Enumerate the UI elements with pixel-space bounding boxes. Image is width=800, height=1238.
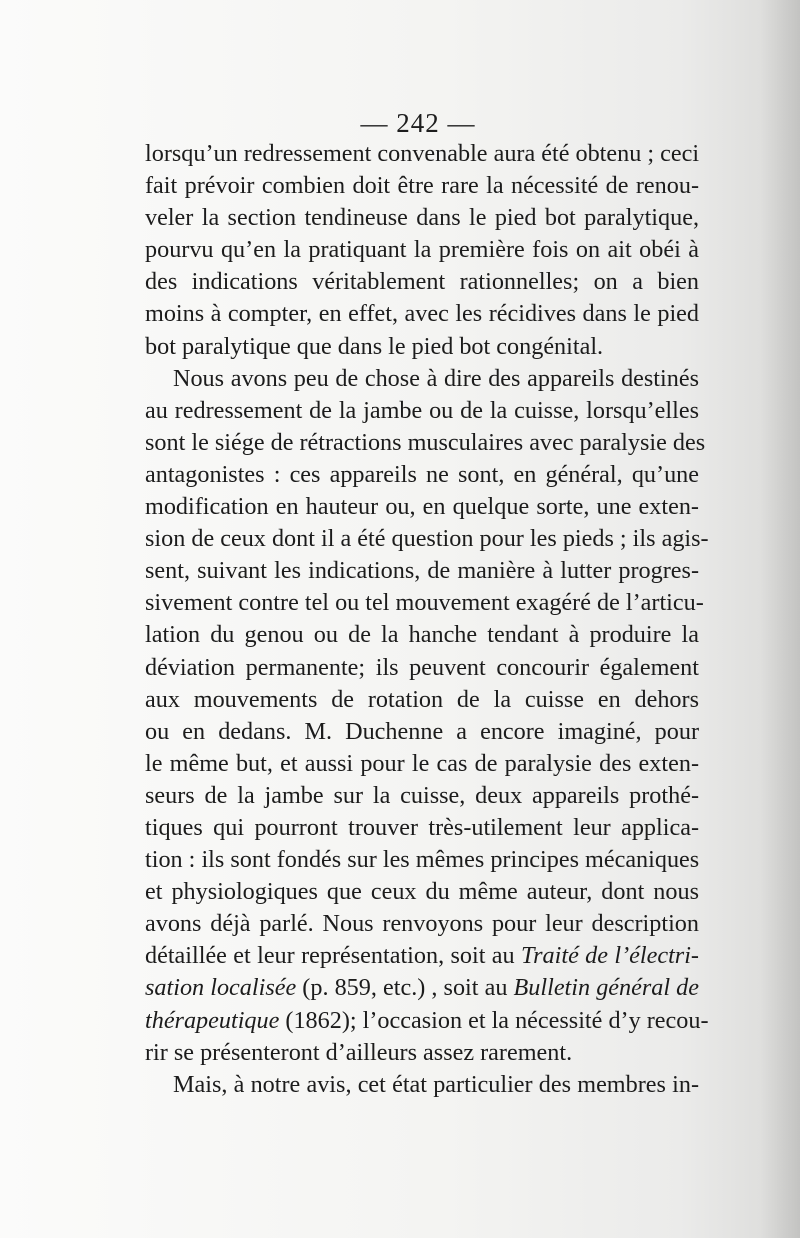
text-line-with-title — [145, 940, 699, 972]
line-text: (1862); l’occasion et la nécessité d’y recou- — [279, 1006, 709, 1034]
italic-book-title: sation localisée — [145, 974, 297, 1002]
text-line: sont le siége de rétractions musculaires avec paralysie des — [145, 428, 706, 456]
text-line: moins à compter, en effet, avec les récidives dans le pied — [145, 300, 699, 328]
paragraph-end-line: bot paralytique que dans le pied bot congénital. — [145, 332, 604, 360]
page-number: — 242 — — [360, 108, 476, 138]
text-line: tion : ils sont fondés sur les mêmes principes mécaniques — [145, 846, 700, 874]
text-line: seurs de la jambe sur la cuisse, deux appareils prothé- — [145, 781, 699, 809]
text-line-with-title — [145, 972, 699, 1004]
text-line: lation du genou ou de la hanche tendant à produire la — [145, 621, 699, 649]
text-line: au redressement de la jambe ou de la cuisse, lorsqu’elles — [145, 396, 699, 424]
text-line: lorsqu’un redressement convenable aura été obtenu ; ceci — [145, 140, 700, 167]
italic-book-title: Traité de l’électri- — [521, 942, 699, 970]
paragraph-start-line: Nous avons peu de chose à dire des appareils destinés — [173, 364, 699, 392]
text-line: sion de ceux dont il a été question pour les pieds ; ils agis- — [145, 525, 709, 553]
paragraph-end-line: rir se présenteront d’ailleurs assez rarement. — [145, 1038, 573, 1066]
text-line: veler la section tendineuse dans le pied bot paralytique, — [145, 204, 699, 232]
italic-journal-title: Bulletin général de — [513, 974, 699, 1002]
text-line: ou en dedans. M. Duchenne a encore imaginé, pour — [145, 717, 699, 745]
italic-journal-title: thérapeutique — [145, 1006, 280, 1034]
text-line-with-title — [145, 1005, 709, 1037]
text-line: aux mouvements de rotation de la cuisse en dehors — [145, 685, 699, 713]
text-line: des indications véritablement rationnelles; on a bien — [145, 268, 699, 296]
line-text: (p. 859, etc.) , soit au — [296, 974, 514, 1002]
text-line: sent, suivant les indications, de manière à lutter progres- — [145, 557, 699, 585]
text-line: et physiologiques que ceux du même auteur, dont nous — [145, 878, 699, 906]
text-line: modification en hauteur ou, en quelque sorte, une exten- — [145, 493, 699, 521]
text-line: le même but, et aussi pour le cas de paralysie des exten- — [145, 749, 699, 777]
text-line: fait prévoir combien doit être rare la nécessité de renou- — [145, 172, 699, 200]
text-line: déviation permanente; ils peuvent concourir également — [145, 653, 699, 681]
body-text — [145, 138, 709, 1101]
text-line: sivement contre tel ou tel mouvement exagéré de l’articu- — [145, 589, 704, 617]
line-text: détaillée et leur représentation, soit au — [145, 942, 522, 970]
text-line: tiques qui pourront trouver très-utilement leur applica- — [145, 813, 699, 841]
paragraph-start-line: Mais, à notre avis, cet état particulier des membres in- — [173, 1070, 699, 1098]
page-edge-shadow — [760, 0, 800, 1238]
text-line: antagonistes : ces appareils ne sont, en général, qu’une — [145, 460, 699, 488]
text-line: pourvu qu’en la pratiquant la première fois on ait obéi à — [145, 236, 699, 264]
text-line: avons déjà parlé. Nous renvoyons pour leur description — [145, 910, 699, 938]
